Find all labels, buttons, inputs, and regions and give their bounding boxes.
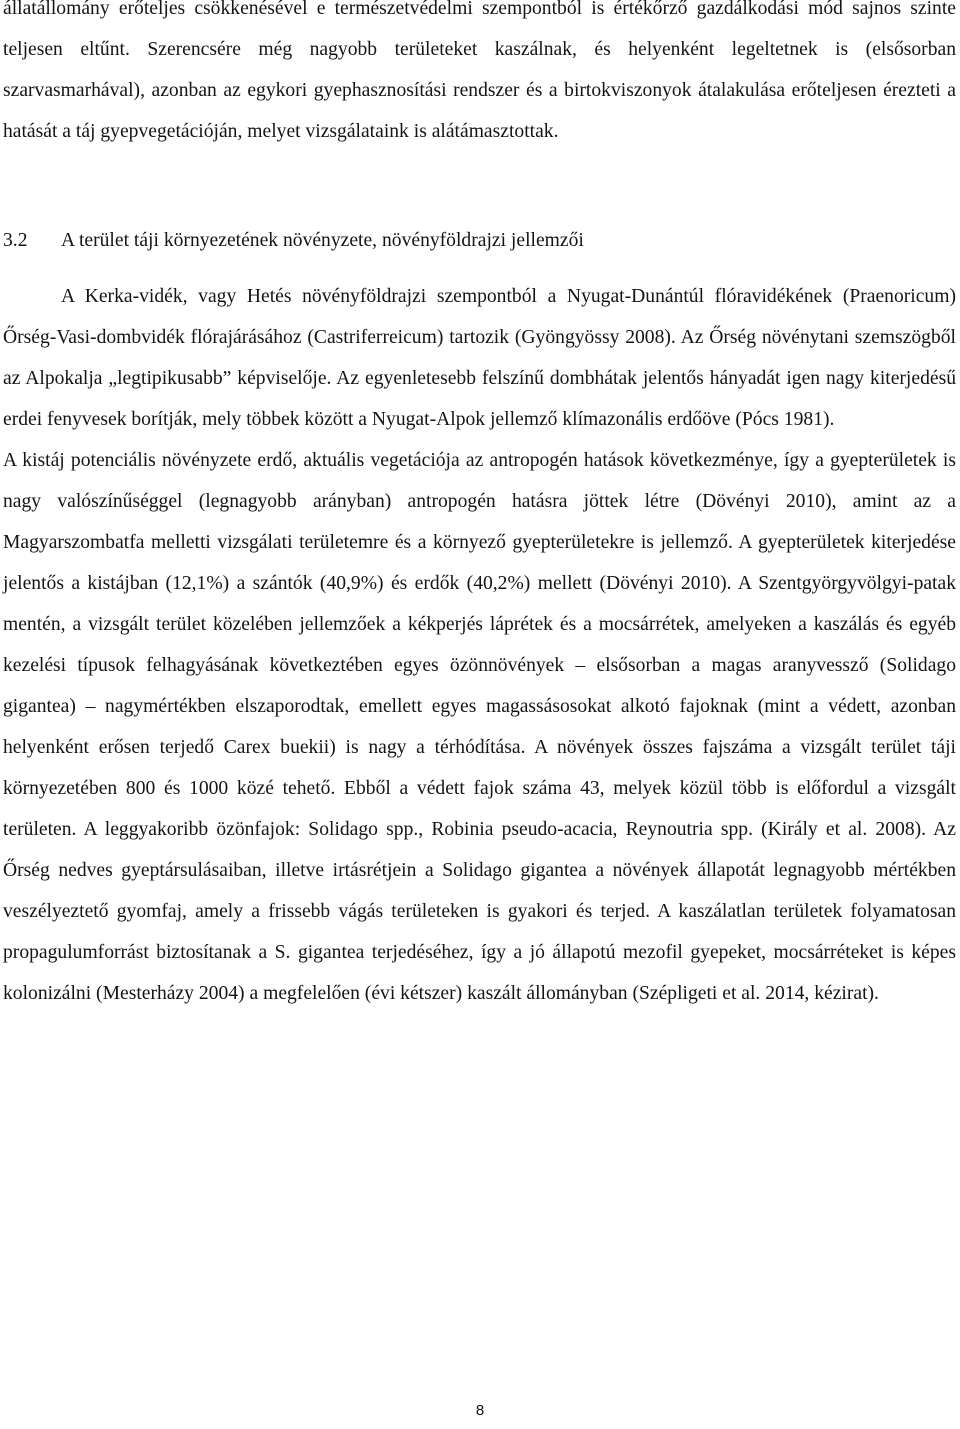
intro-text-block [3,0,956,152]
section-number: 3.2 [3,230,28,251]
page-number: 8 [475,1402,485,1419]
intro-paragraph: állatállomány erőteljes csökkenésével e természetvédelmi szempontból is értékőrző gazdálkodási mód sajnos szinte teljesen eltűnt. Szerencsére még nagyobb területeket kaszálnak, és helyenként legeltetnek is (elsősorban szarvasmarhával), azonban az egykori gyephasznosítási rendszer és a birtokviszonyok átalakulása erőteljesen érezteti a hatását a táj gyepvegetációján, melyet vizsgálataink is alátámasztottak. [3,0,956,142]
body-paragraph-2: A kistáj potenciális növényzete erdő, aktuális vegetációja az antropogén hatások következménye, így a gyepterületek is nagy valószínűséggel (legnagyobb arányban) antropogén hatásra jöttek létre (Dövényi 2010), amint az a Magyarszombatfa melletti vizsgálati területemre és a környező gyepterületekre is jellemző. A gyepterületek kiterjedése jelentős a kistájban (12,1%) a szántók (40,9%) és erdők (40,2%) mellett (Dövényi 2010). A Szentgyörgyvölgyi-patak mentén, a vizsgált terület közelében jellemzőek a kékperjés láprétek és a mocsárrétek, amelyeken a kaszálás és egyéb kezelési típusok felhagyásának következtében egyes özönnövények – elsősorban a magas aranyvessző (Solidago gigantea) – nagymértékben elszaporodtak, emellett egyes magassásosokat alkotó fajoknak (mint a védett, azonban helyenként erősen terjedő Carex buekii) is nagy a térhódítása. A növények összes fajszáma a vizsgált terület táji környezetében 800 és 1000 közé tehető. Ebből a védett fajok száma 43, melyek közül több is előfordul a vizsgált területen. A leggyakoribb özönfajok: Solidago spp., Robinia pseudo-acacia, Reynoutria spp. (Király et al. 2008). Az Őrség nedves gyeptársulásaiban, illetve irtásrétjein a Solidago gigantea a növények állapotát legnagyobb mértékben veszélyeztető gyomfaj, amely a frissebb vágás területeken is gyakori és terjed. A kaszálatlan területek folyamatosan propagulumforrást biztosítanak a S. gigantea terjedéséhez, így a jó állapotú mezofil gyepeket, mocsárréteket is képes kolonizálni (Mesterházy 2004) a megfelelően (évi kétszer) kaszált állományban (Szépligeti et al. 2014, kézirat). [3,450,956,1004]
section-body [3,276,956,1014]
section-heading [3,220,956,261]
body-paragraph-1: A Kerka-vidék, vagy Hetés növényföldrajzi szempontból a Nyugat-Dunántúl flóravidékének (Praenoricum) Őrség-Vasi-dombvidék flórajárásához (Castriferreicum) tartozik (Gyöngyössy 2008). Az Őrség növénytani szemszögből az Alpokalja „legtipikusabb” képviselője. Az egyenletesebb felszínű dombhátak jelentős hányadát igen nagy kiterjedésű erdei fenyvesek borítják, mely többek között a Nyugat-Alpok jellemző klímazonális erdőöve (Pócs 1981). [3,286,956,430]
section-title: A terület táji környezetének növényzete, növényföldrajzi jellemzői [61,230,584,251]
